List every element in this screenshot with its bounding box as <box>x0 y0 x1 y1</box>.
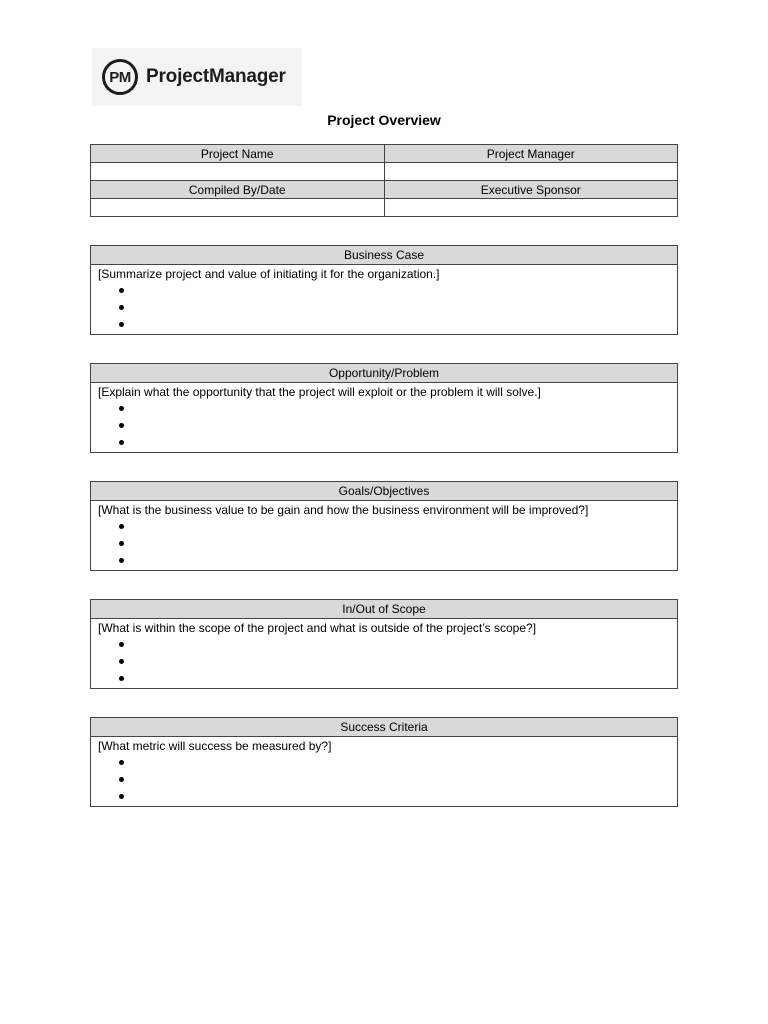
bullet-icon <box>119 676 124 681</box>
logo <box>92 48 302 106</box>
bullet-item[interactable] <box>119 434 677 451</box>
section-heading: Business Case <box>91 246 677 265</box>
bullet-item[interactable] <box>119 400 677 417</box>
section-heading: In/Out of Scope <box>91 600 677 619</box>
section-prompt[interactable]: [What is within the scope of the project and what is outside of the project’s scope?] <box>98 621 537 635</box>
bullet-item[interactable] <box>119 299 677 316</box>
section-heading: Success Criteria <box>91 718 677 737</box>
bullet-item[interactable] <box>119 316 677 333</box>
project-name-field[interactable] <box>91 163 385 181</box>
page-title: Project Overview <box>327 112 441 128</box>
bullet-item[interactable] <box>119 771 677 788</box>
section-prompt[interactable]: [Summarize project and value of initiating it for the organization.] <box>98 267 440 281</box>
bullet-icon <box>119 794 124 799</box>
bullet-item[interactable] <box>119 670 677 687</box>
bullet-item[interactable] <box>119 653 677 670</box>
section-in-out-of-scope <box>90 599 678 689</box>
executive-sponsor-label: Executive Sponsor <box>384 181 678 199</box>
bullet-icon <box>119 406 124 411</box>
logo-mark: PM <box>102 59 138 95</box>
project-manager-field[interactable] <box>384 163 678 181</box>
bullet-icon <box>119 423 124 428</box>
bullet-item[interactable] <box>119 788 677 805</box>
bullet-icon <box>119 642 124 647</box>
section-goals-objectives <box>90 481 678 571</box>
bullet-icon <box>119 288 124 293</box>
bullet-icon <box>119 777 124 782</box>
executive-sponsor-field[interactable] <box>384 199 678 217</box>
bullet-item[interactable] <box>119 535 677 552</box>
bullet-icon <box>119 524 124 529</box>
bullet-item[interactable] <box>119 552 677 569</box>
project-name-label: Project Name <box>91 145 385 163</box>
logo-name: ProjectManager <box>146 66 286 87</box>
section-success-criteria <box>90 717 678 807</box>
section-prompt[interactable]: [What is the business value to be gain and how the business environment will be improved?] <box>98 503 589 517</box>
bullet-icon <box>119 760 124 765</box>
bullet-item[interactable] <box>119 754 677 771</box>
bullet-icon <box>119 659 124 664</box>
bullet-icon <box>119 440 124 445</box>
bullet-list <box>119 282 677 333</box>
section-prompt[interactable]: [Explain what the opportunity that the project will exploit or the problem it will solve.] <box>98 385 541 399</box>
bullet-list <box>119 754 677 805</box>
section-heading: Opportunity/Problem <box>91 364 677 383</box>
section-opportunity-problem <box>90 363 678 453</box>
bullet-list <box>119 518 677 569</box>
bullet-item[interactable] <box>119 282 677 299</box>
bullet-icon <box>119 322 124 327</box>
compiled-by-field[interactable] <box>91 199 385 217</box>
project-info-table <box>90 144 678 217</box>
bullet-icon <box>119 305 124 310</box>
compiled-by-label: Compiled By/Date <box>91 181 385 199</box>
bullet-icon <box>119 541 124 546</box>
project-manager-label: Project Manager <box>384 145 678 163</box>
section-heading: Goals/Objectives <box>91 482 677 501</box>
bullet-list <box>119 636 677 687</box>
bullet-list <box>119 400 677 451</box>
bullet-item[interactable] <box>119 636 677 653</box>
section-prompt[interactable]: [What metric will success be measured by?] <box>98 739 332 753</box>
bullet-item[interactable] <box>119 417 677 434</box>
bullet-icon <box>119 558 124 563</box>
bullet-item[interactable] <box>119 518 677 535</box>
section-business-case <box>90 245 678 335</box>
